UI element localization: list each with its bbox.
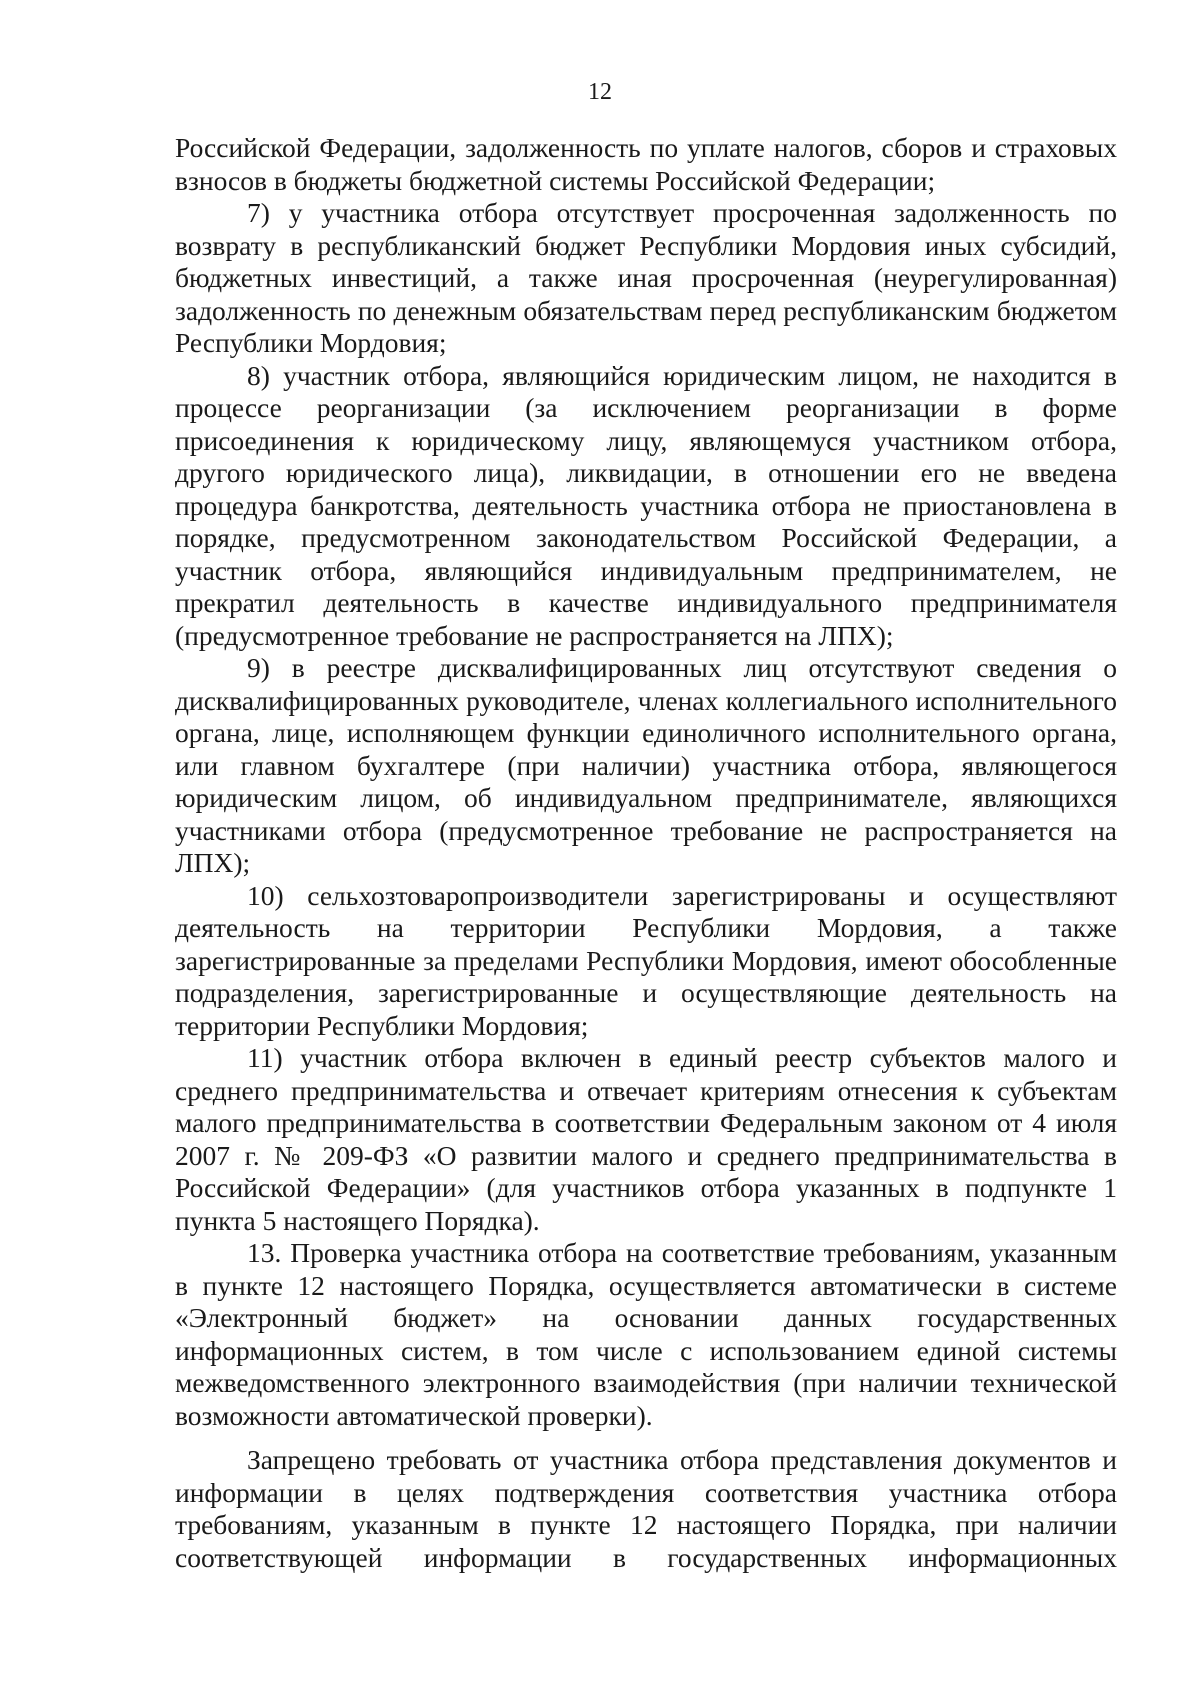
- paragraph-item-7: 7) у участника отбора отсутствует просроченная задолженность по возврату в республиканский бюджет Республики Мордовия иных субсидий, бюджетных инвестиций, а также иная просроченная (неурегулированная) задолженность по денежным обязательствам перед республиканским бюджетом Республики Мордовия;: [175, 197, 1117, 358]
- paragraph-continuation: Российской Федерации, задолженность по уплате налогов, сборов и страховых взносов в бюджеты бюджетной системы Российской Федерации;: [175, 132, 1117, 196]
- paragraph-item-11: 11) участник отбора включен в единый реестр субъектов малого и среднего предпринимательства и отвечает критериям отнесения к субъектам малого предпринимательства в соответствии Федеральным законом от 4 июля 2007 г. № 209-ФЗ «О развитии малого и среднего предпринимательства в Российской Федерации» (для участников отбора указанных в подпункте 1 пункта 5 настоящего Порядка).: [175, 1042, 1117, 1236]
- paragraph-item-8: 8) участник отбора, являющийся юридическим лицом, не находится в процессе реорганизации (за исключением реорганизации в форме присоединения к юридическому лицу, являющемуся участником отбора, другого юридического лица), ликвидации, в отношении его не введена процедура банкротства, деятельность участника отбора не приостановлена в порядке, предусмотренном законодательством Российской Федерации, а участник отбора, являющийся индивидуальным предпринимателем, не прекратил деятельность в качестве индивидуального предпринимателя (предусмотренное требование не распространяется на ЛПХ);: [175, 359, 1117, 651]
- document-body: [175, 132, 1117, 1574]
- paragraph-prohibition: Запрещено требовать от участника отбора представления документов и информации в целях подтверждения соответствия участника отбора требованиям, указанным в пункте 12 настоящего Порядка, при наличии соответствующей информации в государственных информационных: [175, 1444, 1117, 1573]
- paragraph-item-10: 10) сельхозтоваропроизводители зарегистрированы и осуществляют деятельность на территории Республики Мордовия, а также зарегистрированные за пределами Республики Мордовия, имеют обособленные подразделения, зарегистрированные и осуществляющие деятельность на территории Республики Мордовия;: [175, 879, 1117, 1041]
- page-number: 12: [588, 79, 612, 105]
- paragraph-clause-13: 13. Проверка участника отбора на соответствие требованиям, указанным в пункте 12 настоящего Порядка, осуществляется автоматически в системе «Электронный бюджет» на основании данных государственных информационных систем, в том числе с использованием единой системы межведомственного электронного взаимодействия (при наличии технической возможности автоматической проверки).: [175, 1237, 1117, 1431]
- paragraph-item-9: 9) в реестре дисквалифицированных лиц отсутствуют сведения о дисквалифицированных руководителе, членах коллегиального исполнительного органа, лице, исполняющем функции единоличного исполнительного органа, или главном бухгалтере (при наличии) участника отбора, являющегося юридическим лицом, об индивидуальном предпринимателе, являющихся участниками отбора (предусмотренное требование не распространяется на ЛПХ);: [175, 652, 1117, 878]
